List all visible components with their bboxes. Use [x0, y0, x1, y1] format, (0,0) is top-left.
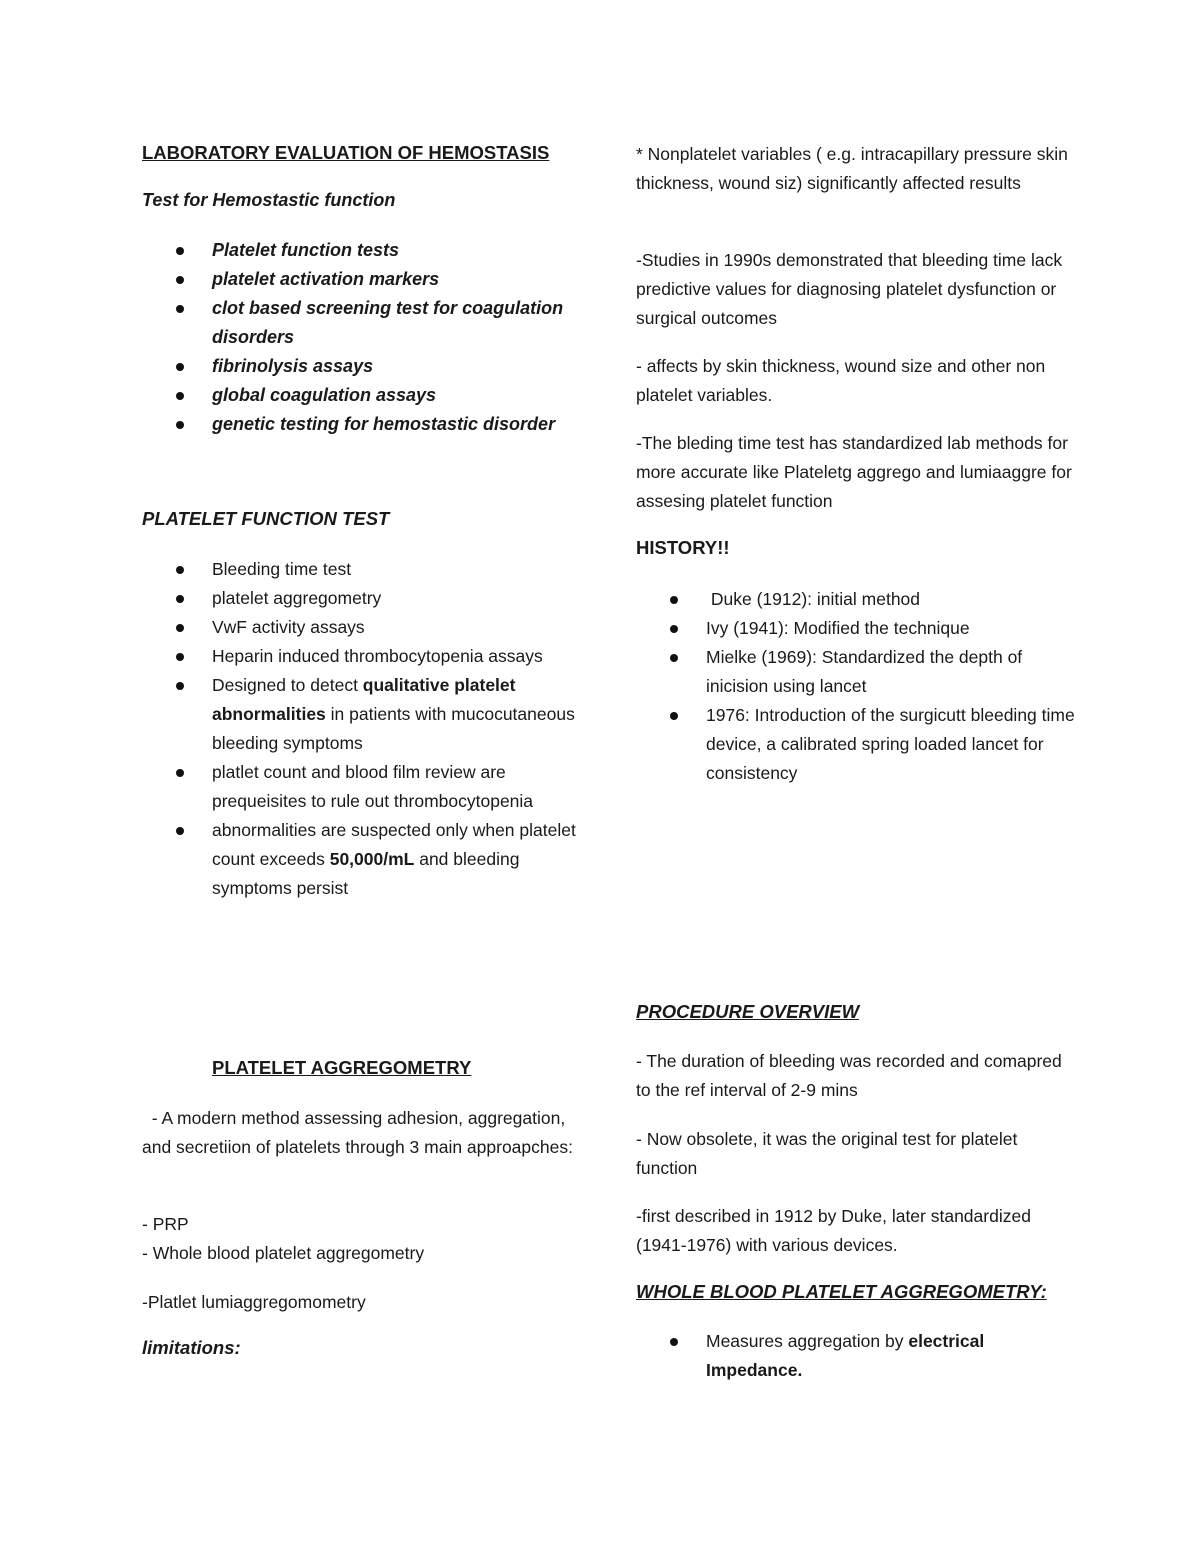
wb-heading: WHOLE BLOOD PLATELET AGGREGOMETRY:: [636, 1281, 1047, 1302]
pft-list: [142, 555, 582, 903]
list-item: platlet count and blood film review are prequeisites to rule out thrombocytopenia: [142, 758, 582, 816]
limitations-heading: limitations:: [142, 1337, 241, 1358]
agg-heading: PLATELET AGGREGOMETRY: [212, 1057, 472, 1078]
procedure-paragraph-2: - Now obsolete, it was the original test for platelet function: [636, 1129, 1018, 1178]
pft-heading: PLATELET FUNCTION TEST: [142, 508, 390, 529]
bullet-icon: [176, 305, 184, 313]
list-item: Duke (1912): initial method: [636, 585, 1076, 614]
right-paragraph-1: * Nonplatelet variables ( e.g. intracapillary pressure skin thickness, wound siz) significantly affected results: [636, 144, 1068, 193]
main-title: LABORATORY EVALUATION OF HEMOSTASIS: [142, 142, 550, 163]
pft-list-block: [142, 555, 582, 903]
bullet-icon: [176, 595, 184, 603]
list-item: Bleeding time test: [142, 555, 582, 584]
procedure-paragraph-3: -first described in 1912 by Duke, later standardized (1941-1976) with various devices.: [636, 1206, 1031, 1255]
list-item: platelet activation markers: [142, 265, 582, 294]
bullet-icon: [176, 276, 184, 284]
list-item: global coagulation assays: [142, 381, 582, 410]
list-item: Designed to detect qualitative platelet abnormalities in patients with mucocutaneous bleeding symptoms: [142, 671, 582, 758]
history-list: [636, 585, 1076, 788]
right-paragraph-2: -Studies in 1990s demonstrated that bleeding time lack predictive values for diagnosing platelet dysfunction or surgical outcomes: [636, 250, 1063, 328]
procedure-heading-block: [636, 1001, 1076, 1023]
list-item: genetic testing for hemostastic disorder: [142, 410, 582, 439]
list-item: Ivy (1941): Modified the technique: [636, 614, 1076, 643]
right-paragraph-4: -The bleding time test has standardized lab methods for more accurate like Plateletg aggrego and lumiaaggre for assesing platelet function: [636, 433, 1072, 511]
agg-paragraph-3: -Platlet lumiaggregomometry: [142, 1292, 366, 1312]
list-item: Mielke (1969): Standardized the depth of inicision using lancet: [636, 643, 1076, 701]
bullet-icon: [176, 566, 184, 574]
list-item: Measures aggregation by electrical Impedance.: [636, 1327, 1076, 1385]
bullet-icon: [176, 653, 184, 661]
agg-heading-block: [212, 1057, 582, 1079]
bullet-icon: [176, 624, 184, 632]
list-item: clot based screening test for coagulation disorders: [142, 294, 582, 352]
bullet-icon: [176, 421, 184, 429]
bullet-icon: [670, 712, 678, 720]
agg-paragraph-2: - PRP - Whole blood platelet aggregometry: [142, 1214, 425, 1263]
list-item: 1976: Introduction of the surgicutt bleeding time device, a calibrated spring loaded lancet for consistency: [636, 701, 1076, 788]
subtitle: Test for Hemostastic function: [142, 190, 396, 210]
main-title-block: [142, 142, 582, 164]
bullet-icon: [176, 827, 184, 835]
bullet-icon: [670, 1338, 678, 1346]
agg-paragraph-1: - A modern method assessing adhesion, aggregation, and secretiion of platelets through 3 main approapches:: [142, 1108, 573, 1157]
list-item: platelet aggregometry: [142, 584, 582, 613]
test-list-block: [142, 236, 582, 439]
history-list-block: [636, 585, 1076, 788]
wb-heading-block: [636, 1281, 1076, 1303]
procedure-paragraph-1: - The duration of bleeding was recorded and comapred to the ref interval of 2-9 mins: [636, 1051, 1062, 1100]
list-item: Platelet function tests: [142, 236, 582, 265]
history-heading-block: [636, 537, 1076, 559]
bullet-icon: [176, 363, 184, 371]
list-item: fibrinolysis assays: [142, 352, 582, 381]
wb-list: [636, 1327, 1076, 1385]
limitations-heading-block: [142, 1337, 582, 1359]
bullet-icon: [176, 392, 184, 400]
right-paragraph-3: - affects by skin thickness, wound size and other non platelet variables.: [636, 356, 1046, 405]
bullet-icon: [670, 654, 678, 662]
bullet-icon: [670, 625, 678, 633]
procedure-heading: PROCEDURE OVERVIEW: [636, 1001, 860, 1022]
list-item: abnormalities are suspected only when platelet count exceeds 50,000/mL and bleeding symptoms persist: [142, 816, 582, 903]
pft-heading-block: [142, 508, 582, 530]
bullet-icon: [176, 769, 184, 777]
bullet-icon: [176, 247, 184, 255]
list-item: Heparin induced thrombocytopenia assays: [142, 642, 582, 671]
list-item: VwF activity assays: [142, 613, 582, 642]
bullet-icon: [670, 596, 678, 604]
bullet-icon: [176, 682, 184, 690]
test-list: [142, 236, 582, 439]
wb-list-block: [636, 1327, 1076, 1385]
subtitle-block: [142, 190, 582, 211]
history-heading: HISTORY!!: [636, 537, 730, 558]
